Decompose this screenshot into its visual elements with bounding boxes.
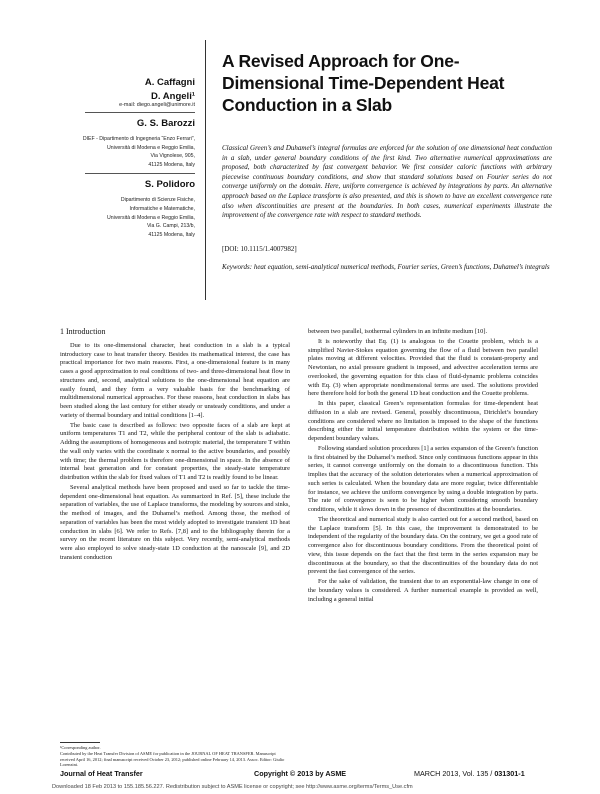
right-column [308, 328, 538, 605]
affiliation-line: Via Vignolese, 905, [150, 153, 195, 160]
keywords: Keywords: heat equation, semi-analytical numerical methods, Fourier series, Green’s functions, Duhamel’s integrals [222, 263, 550, 271]
footer-journal: Journal of Heat Transfer [60, 769, 143, 778]
affiliation-line: Università di Modena e Reggio Emilia, [107, 144, 195, 151]
author-barozzi [40, 118, 195, 169]
author-angeli [40, 91, 195, 108]
author-caffagni [40, 77, 195, 88]
divider [85, 173, 195, 174]
download-notice: Downloaded 18 Feb 2013 to 155.185.56.227. Redistribution subject to ASME license or copyright; see http://www.asme.org/terms/Terms_Use.cfm [52, 784, 413, 790]
paragraph: Due to its one-dimensional character, heat conduction in a slab is a typical introductory case to heat transfer theory. Besides its mathematical interest, the case has practical importance for two main reasons. First, a one-dimensional feature is in many cases a good approximation to real conditions of two- and three-dimensional heat flow in structures and, second, analytical solutions to the one-dimensional heat equation are easily found, and they form a very valuable basis for the benchmarking of multidimensional numerical approaches. For these reasons, heat conduction in slabs has been studied along the last century for either steady or unsteady conditions, and under a variety of thermal boundary and initial conditions [1–4]. [60, 341, 290, 419]
paragraph: Following standard solution procedures [1] a series expansion of the Green’s function is first obtained by the Duhamel’s method. Since only continuous functions appear in this series, it cannot converge uniformly on the domain to a discontinuous function. This implies that the accuracy of the solution deteriorates when a numerical approximation of such series is calculated. When the boundary data are more regular, twice differentiable for instance, we achieve the uniform convergence by using a double integration by parts. The rate of convergence is seen to be higher when considering smooth boundary conditions, while it slows down in the presence of discontinuities at the boundaries. [308, 444, 538, 513]
vertical-divider [205, 40, 206, 300]
left-column [60, 328, 290, 564]
abstract: Classical Green’s and Duhamel’s integral formulas are enforced for the solution of one dimensional heat conduction in a slab, under general boundary conditions of the first kind. Two alternative numerical approximations are proposed, both characterized by fast convergent behavior. We first consider caloric functions with arbitrary piecewise continuous boundary conditions, and show that standard solutions based on Fourier series do not converge uniformly on the domain. Here, uniform convergence is achieved by integrations by parts. An alternative approach based on the Laplace transform is also presented, and this is shown to have an excellent convergence rate also when discontinuities are present at the boundaries. In both cases, numerical experiments illustrate the improvement of the convergence rate with respect to standard methods. [222, 144, 552, 220]
footnote [60, 745, 290, 768]
affiliation-line: Informatiche e Matematiche, [129, 205, 195, 212]
paragraph: In this paper, classical Green’s representation formulas for time-dependent heat diffusion in a slab are revised. General, possibly discontinuous, Dirichlet’s boundary conditions are considered where no limitation is imposed to the shape of the functions describing either the initial temperature distribution within the system or the time-dependent boundary values. [308, 400, 538, 442]
affiliation-line: DIEF - Dipartimento di Ingegneria “Enzo Ferrari”, [82, 136, 195, 142]
affiliation-line: Dipartimento di Scienze Fisiche, [120, 197, 195, 204]
paragraph: Several analytical methods have been proposed and used so far to tackle the time-dependent one-dimensional heat equation. As summarized in Ref. [5], these include the separation of variables, the use of Laplace transforms, the modeling by sources and sinks, the method of images, and the Duhamel’s method. Among those, the method of separation of variables has been the most widely adopted to investigate transient 1D heat conduction in slabs [6]. We refer to Refs. [7,8] and to the bibliography therein for a survey on the recent literature on this subject. Very recently, semi-analytical methods were also employed to solve steady-state 1D conduction at the nanoscale [9], and 2D transient conduction [60, 483, 290, 561]
affiliation-line: 41125 Modena, Italy [148, 231, 195, 238]
paragraph: between two parallel, isothermal cylinders in an infinite medium [10]. [308, 328, 488, 335]
section-heading: 1 Introduction [60, 327, 106, 336]
author-name: A. Caffagni [144, 77, 195, 88]
paragraph: For the sake of validation, the transient due to an exponential-law change in one of the boundary values is considered. A further numerical example is provided as well, including a general initial [308, 578, 538, 603]
paper-title: A Revised Approach for One-Dimensional Time-Dependent Heat Conduction in a Slab [222, 51, 505, 115]
author-polidoro [40, 179, 195, 239]
footnote-rule [60, 742, 100, 743]
author-email[interactable]: e-mail: diego.angeli@unimore.it [119, 102, 195, 108]
issue-prefix: MARCH 2013, Vol. 135 / [414, 769, 495, 778]
paragraph: The basic case is described as follows: two opposite faces of a slab are kept at uniform temperatures T1 and T2, while the peripheral contour of the slab is adiabatic. Adding the assumptions of homogeneous and isotropic material, the temperature T within the wall only varies with the coordinate x normal to the active boundaries, and possibly with time; the thermal problem is therefore one-dimensional in space. In the absence of internal heat generation and for constant properties, the steady-state temperature distribution within the slab for fixed values of T1 and T2 is readily found to be linear. [60, 421, 290, 481]
affiliation-line: 41125 Modena, Italy [148, 161, 195, 168]
footer-copyright: Copyright © 2013 by ASME [254, 769, 347, 778]
page-number: 031301-1 [494, 769, 525, 778]
divider [85, 112, 195, 113]
author-name: G. S. Barozzi [136, 118, 195, 129]
author-name: D. Angeli¹ [151, 91, 195, 102]
paragraph: The theoretical and numerical study is also carried out for a second method, based on the Laplace transform [5]. In this case, the improvement is demonstrated to be independent of the regularity of the boundary data. On the contrary, we get a good rate of convergence also for discontinuous boundary conditions. From the theoretical point of view, this issue depends on the fact that the first term in the series expansion may be discontinuous at the boundary, so that the discontinuities of the boundary data do not prevent the fast convergence of the series. [308, 515, 538, 576]
affiliation-line: Università di Modena e Reggio Emilia, [107, 214, 195, 221]
affiliation-line: Via G. Campi, 213/b, [146, 223, 195, 230]
author-name: S. Polidoro [144, 179, 195, 191]
author-block [40, 72, 195, 239]
doi[interactable]: [DOI: 10.1115/1.4007982] [222, 245, 297, 253]
footnote-line: ¹Corresponding author. [60, 745, 101, 750]
paragraph: It is noteworthy that Eq. (1) is analogous to the Couette problem, which is a simplified Navier-Stokes equation governing the flow of a fluid between two parallel plates moving at different velocities. Provided that the fluid is constant-property and Newtonian, no axial pressure gradient is imposed, and advective acceleration terms are overlooked, the governing equation for this class of fluid-dynamic problems coincides with Eq. (3) when appropriate nondimensional terms are used. The solutions provided here therefore hold for both the general 1D heat conduction and the Couette problems. [308, 337, 538, 398]
footer-issue [414, 769, 525, 778]
footnote-line: Contributed by the Heat Transfer Division of ASME for publication in the JOURNAL OF HEAT TRANSFER. Manuscript received April 16, 2012; final manuscript received October 23, 2012; published online February 14, 2013. Assoc. Editor: Giulio Lorenzini. [60, 750, 285, 768]
